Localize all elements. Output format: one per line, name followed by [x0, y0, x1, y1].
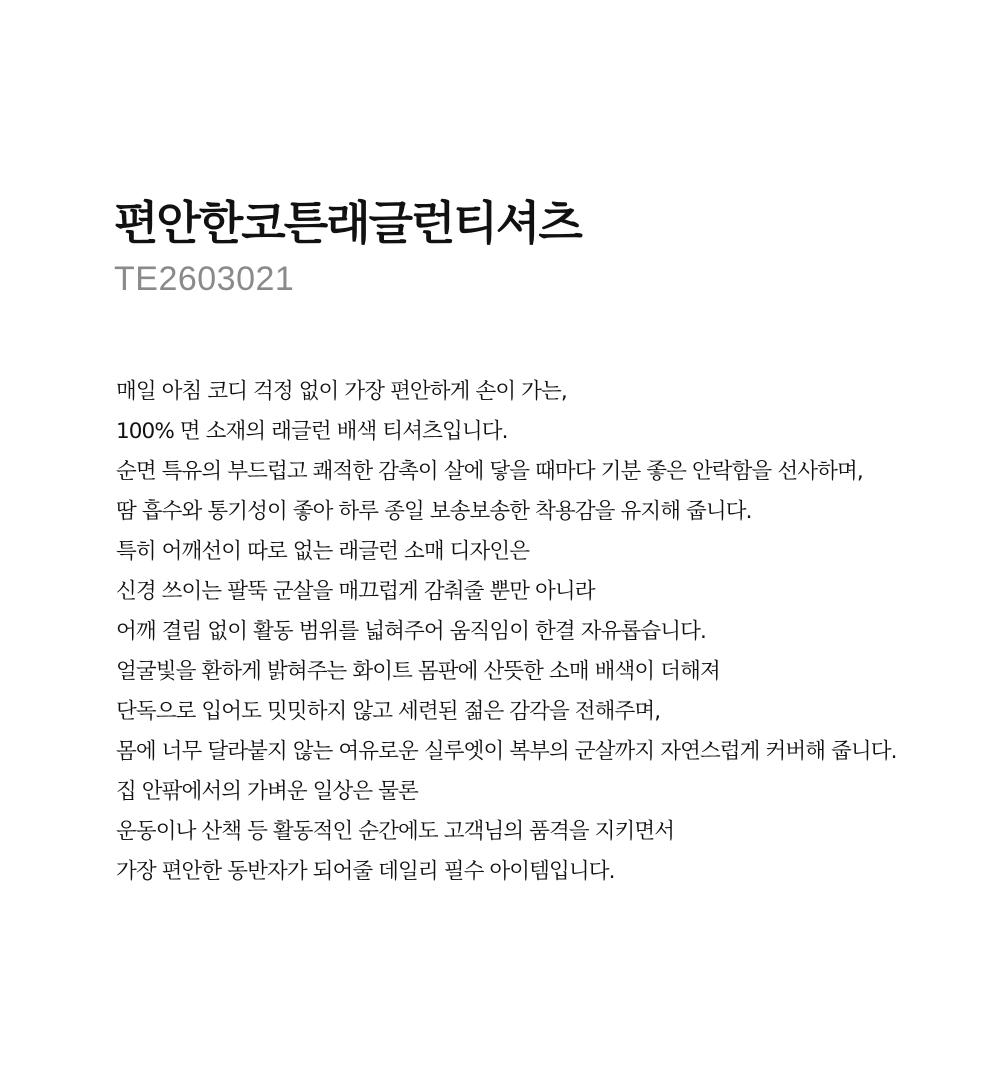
- description-line: 신경 쓰이는 팔뚝 군살을 매끄럽게 감춰줄 뿐만 아니라: [116, 579, 595, 604]
- description-line: 매일 아침 코디 걱정 없이 가장 편안하게 손이 가는,: [116, 379, 567, 404]
- description-line: 어깨 결림 없이 활동 범위를 넓혀주어 움직임이 한결 자유롭습니다.: [116, 619, 706, 644]
- product-code: TE2603021: [114, 260, 295, 298]
- product-description: [116, 372, 986, 892]
- product-title: 편안한코튼래글런티셔츠: [114, 196, 581, 250]
- description-line: 가장 편안한 동반자가 되어줄 데일리 필수 아이템입니다.: [116, 859, 615, 884]
- description-line: 특히 어깨선이 따로 없는 래글런 소매 디자인은: [116, 539, 530, 564]
- description-line: 운동이나 산책 등 활동적인 순간에도 고객님의 품격을 지키면서: [116, 819, 675, 844]
- description-line: 얼굴빛을 환하게 밝혀주는 화이트 몸판에 산뜻한 소매 배색이 더해져: [116, 659, 720, 684]
- description-line: 순면 특유의 부드럽고 쾌적한 감촉이 살에 닿을 때마다 기분 좋은 안락함을 선사하며,: [116, 459, 863, 484]
- description-line: 단독으로 입어도 밋밋하지 않고 세련된 젊은 감각을 전해주며,: [116, 699, 661, 724]
- description-line: 땀 흡수와 통기성이 좋아 하루 종일 보송보송한 착용감을 유지해 줍니다.: [116, 499, 752, 524]
- description-line: 몸에 너무 달라붙지 않는 여유로운 실루엣이 복부의 군살까지 자연스럽게 커버해 줍니다.: [116, 739, 897, 764]
- description-line: 집 안팎에서의 가벼운 일상은 물론: [116, 779, 418, 804]
- description-line: 100% 면 소재의 래글런 배색 티셔츠입니다.: [116, 419, 508, 444]
